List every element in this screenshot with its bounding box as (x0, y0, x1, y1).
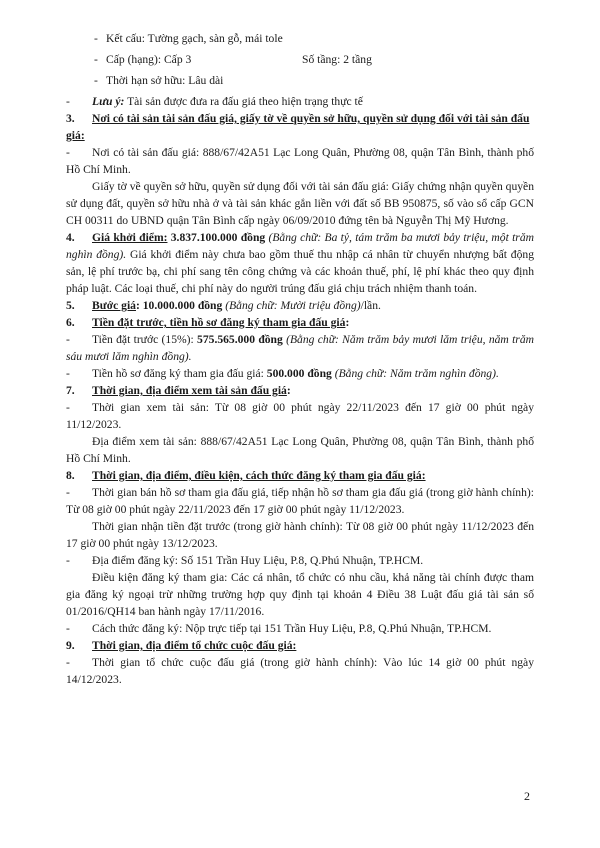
section-8-method: - Cách thức đăng ký: Nộp trực tiếp tại 151 Trần Huy Liệu, P.8, Q.Phú Nhuận, TP.HCM. (66, 622, 492, 635)
note-line: - Lưu ý: Tài sản được đưa ra đấu giá theo hiện trạng thực tế (66, 95, 363, 108)
section-5-bid-step: 5. Bước giá: 10.000.000 đồng (Bằng chữ: Mười triệu đồng)/lần. (66, 299, 381, 312)
section-3-documents: Giấy tờ về quyền sở hữu, quyền sử dụng đối với tài sản đấu giá: Giấy chứng nhận quyền quyền sử dụng đất, quyền sở hữu nhà ở và tài sản khác gắn liền với đất số BB 950875, số vào sổ cấp GCN CH 00311 do UBND quận Tân Bình cấp ngày 06/09/2010 đứng tên bà Nguyễn Thị Mỹ Hương. (66, 180, 534, 227)
page-number: 2 (524, 789, 530, 803)
section-6-deposit: - Tiền đặt trước (15%): 575.565.000 đồng (Bằng chữ: Năm trăm bảy mươi lăm triệu, năm trăm sáu mươi lăm nghìn đồng). (66, 333, 534, 363)
section-9-heading: 9. Thời gian, địa điểm tổ chức cuộc đấu giá: (66, 639, 297, 652)
section-4-starting-price: 4. Giá khởi điểm: 3.837.100.000 đồng (Bằng chữ: Ba tỷ, tám trăm ba mươi bảy triệu, một trăm nghìn đồng). Giá khởi điểm này chưa bao gồm thuế thu nhập cá nhân từ chuyển nhượng bất động sản, lệ phí trước bạ, chi phí sang tên công chứng và các khoản thuế, phí, lệ phí khác theo quy định pháp luật. Các loại thuế, chi phí này do người trúng đấu giá chịu trách nhiệm thanh toán. (66, 231, 534, 295)
ownership-term-line: - Thời hạn sở hữu: Lâu dài (94, 74, 224, 87)
section-7-heading: 7. Thời gian, địa điểm xem tài sản đấu giá: (66, 384, 291, 397)
section-8-registration-place: - Địa điểm đăng ký: Số 151 Trần Huy Liệu, P.8, Q.Phú Nhuận, TP.HCM. (66, 554, 424, 567)
section-8-conditions: Điều kiện đăng ký tham gia: Các cá nhân, tổ chức có nhu cầu, khả năng tài chính được tham gia đăng ký ngoại trừ những trường hợp quy định tại khoản 4 Điều 38 Luật đấu giá tài sản số 01/2016/QH14 ban hành ngày 17/11/2016. (66, 571, 534, 618)
grade-line: - Cấp (hạng): Cấp 3 Số tầng: 2 tầng (94, 53, 372, 66)
section-3-heading: 3. Nơi có tài sản tài sản đấu giá, giấy tờ về quyền sở hữu, quyền sử dụng đối với tài sản đấu giá: (66, 112, 530, 142)
section-6-heading: 6. Tiền đặt trước, tiền hồ sơ đăng ký tham gia đấu giá: (66, 316, 350, 329)
section-8-heading: 8. Thời gian, địa điểm, điều kiện, cách thức đăng ký tham gia đấu giá: (66, 469, 426, 482)
section-7-viewing-time: - Thời gian xem tài sản: Từ 08 giờ 00 phút ngày 22/11/2023 đến 17 giờ 00 phút ngày 11/12/2023. (66, 401, 534, 431)
structure-line: - Kết cấu: Tường gạch, sàn gỗ, mái tole (94, 32, 283, 45)
section-6-fee: - Tiền hồ sơ đăng ký tham gia đấu giá: 500.000 đồng (Bằng chữ: Năm trăm nghìn đồng). (66, 367, 499, 380)
section-8-dossier-time: - Thời gian bán hồ sơ tham gia đấu giá, tiếp nhận hồ sơ tham gia đấu giá (trong giờ hành chính): Từ 08 giờ 00 phút ngày 22/11/2023 đến 17 giờ 00 phút ngày 11/12/2023. (66, 486, 534, 516)
section-3-location: - Nơi có tài sản đấu giá: 888/67/42A51 Lạc Long Quân, Phường 08, quận Tân Bình, thành phố Hồ Chí Minh. (66, 146, 534, 176)
section-9-auction-time: - Thời gian tổ chức cuộc đấu giá (trong giờ hành chính): Vào lúc 14 giờ 00 phút ngày 14/12/2023. (66, 656, 534, 686)
section-7-viewing-place: Địa điểm xem tài sản: 888/67/42A51 Lạc Long Quân, Phường 08, quận Tân Bình, thành phố Hồ Chí Minh. (66, 435, 534, 465)
section-8-deposit-time: Thời gian nhận tiền đặt trước (trong giờ hành chính): Từ 08 giờ 00 phút ngày 11/12/2023 đến 17 giờ 00 phút ngày 13/12/2023. (66, 520, 534, 550)
